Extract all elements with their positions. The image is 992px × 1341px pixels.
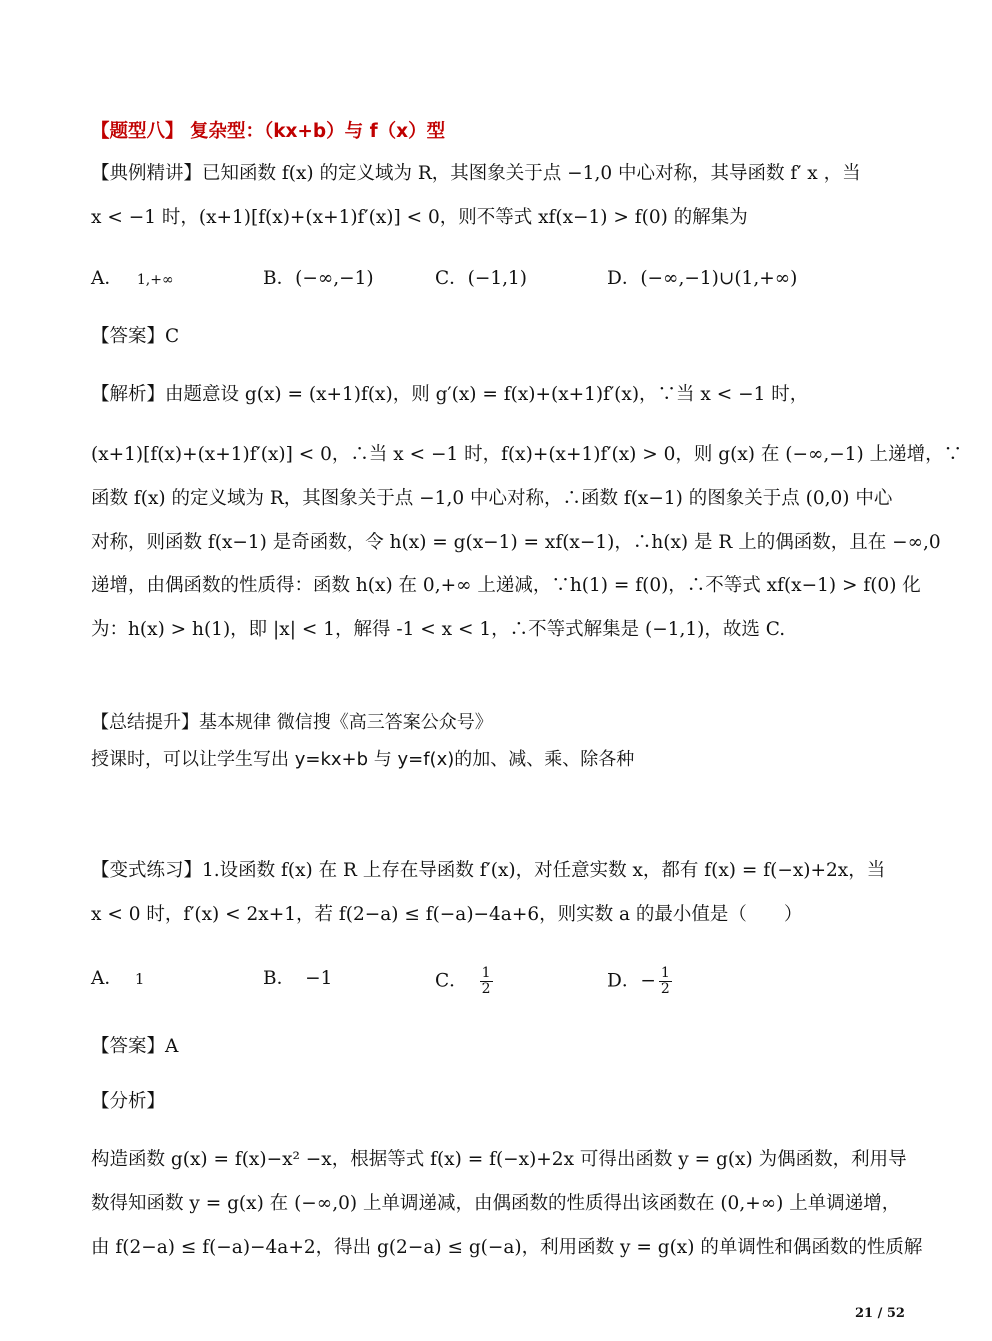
option-b-text: (−∞,−1)	[295, 268, 374, 289]
example-options	[0, 266, 992, 296]
page-number: 21 / 52	[855, 1306, 905, 1321]
exercise-analysis-line-1: 构造函数 g(x) = f(x)−x² −x，根据等式 f(x) = f(−x)+2x 可得出函数 y = g(x) 为偶函数，利用导	[91, 1149, 907, 1170]
exercise-options	[0, 966, 992, 996]
option-a: A． 1,+∞	[91, 268, 174, 289]
option-d-text: (−∞,−1)∪(1,+∞)	[640, 268, 798, 289]
option-c: C． $\frac{1}{2}$	[435, 965, 491, 997]
analysis-line-6: 为：h(x) > h(1)，即 |x| < 1，解得 -1 < x < 1，∴不等式解集是 (−1,1)，故选 C.	[91, 619, 786, 640]
analysis-line-2: (x+1)[f(x)+(x+1)f′(x)] < 0，∴当 x < −1 时，f(x)+(x+1)f′(x) > 0，则 g(x) 在 (−∞,−1) 上递增，∵	[91, 444, 963, 465]
exercise-analysis-heading: 【分析】	[91, 1091, 166, 1112]
option-c: C．(−1,1)	[435, 268, 528, 289]
option-c-fraction: $\frac{1}{2}$	[481, 965, 491, 997]
option-a-text: 1,+∞	[136, 272, 174, 288]
exercise-answer: 【答案】A	[91, 1036, 179, 1057]
exercise-question-line-2: x < 0 时，f′(x) < 2x+1，若 f(2−a) ≤ f(−a)−4a+6，则实数 a 的最小值是（ ）	[91, 904, 803, 925]
example-question-line-2: x < −1 时，(x+1)[f(x)+(x+1)f′(x)] < 0，则不等式 xf(x−1) > f(0) 的解集为	[91, 207, 748, 228]
section-title: 【题型八】 复杂型：（kx+b）与 f（x）型	[91, 121, 446, 142]
option-d: D．(−∞,−1)∪(1,+∞)	[607, 268, 798, 289]
option-d-fraction: $\frac{1}{2}$	[660, 965, 670, 997]
example-question-line-1: 【典例精讲】已知函数 f(x) 的定义域为 R，其图象关于点 −1,0 中心对称，其导函数 f′ x ，当	[91, 163, 861, 184]
analysis-line-4: 对称，则函数 f(x−1) 是奇函数，令 h(x) = g(x−1) = xf(x−1)，∴h(x) 是 R 上的偶函数，且在 −∞,0	[91, 532, 941, 553]
option-c-text: (−1,1)	[467, 268, 528, 289]
option-b: B． −1	[263, 968, 333, 989]
example-answer: 【答案】C	[91, 326, 180, 347]
summary-body: 授课时，可以让学生写出 y=kx+b 与 y=f(x)的加、减、乘、除各种	[91, 749, 635, 770]
option-a: A． 1	[91, 968, 145, 989]
summary-heading: 【总结提升】基本规律 微信搜《高三答案公众号》	[91, 712, 493, 733]
exercise-question-line-1: 【变式练习】1.设函数 f(x) 在 R 上存在导函数 f′(x)，对任意实数 x，都有 f(x) = f(−x)+2x，当	[91, 860, 886, 881]
exercise-analysis-line-2: 数得知函数 y = g(x) 在 (−∞,0) 上单调递减，由偶函数的性质得出该函数在 (0,+∞) 上单调递增，	[91, 1193, 901, 1214]
option-d: D．− $\frac{1}{2}$	[607, 965, 670, 997]
analysis-line-3: 函数 f(x) 的定义域为 R，其图象关于点 −1,0 中心对称，∴函数 f(x−1) 的图象关于点 (0,0) 中心	[91, 488, 893, 509]
analysis-line-5: 递增，由偶函数的性质得：函数 h(x) 在 0,+∞ 上递减，∵h(1) = f(0)，∴不等式 xf(x−1) > f(0) 化	[91, 575, 921, 596]
option-b-text: −1	[305, 968, 333, 989]
option-d-sign: −	[640, 970, 656, 992]
option-a-text: 1	[134, 970, 145, 988]
option-b: B．(−∞,−1)	[263, 268, 374, 289]
exercise-analysis-line-3: 由 f(2−a) ≤ f(−a)−4a+2，得出 g(2−a) ≤ g(−a)，利用函数 y = g(x) 的单调性和偶函数的性质解	[91, 1237, 923, 1258]
analysis-line-1: 【解析】由题意设 g(x) = (x+1)f(x)，则 g′(x) = f(x)+(x+1)f′(x)，∵当 x < −1 时，	[91, 384, 809, 405]
